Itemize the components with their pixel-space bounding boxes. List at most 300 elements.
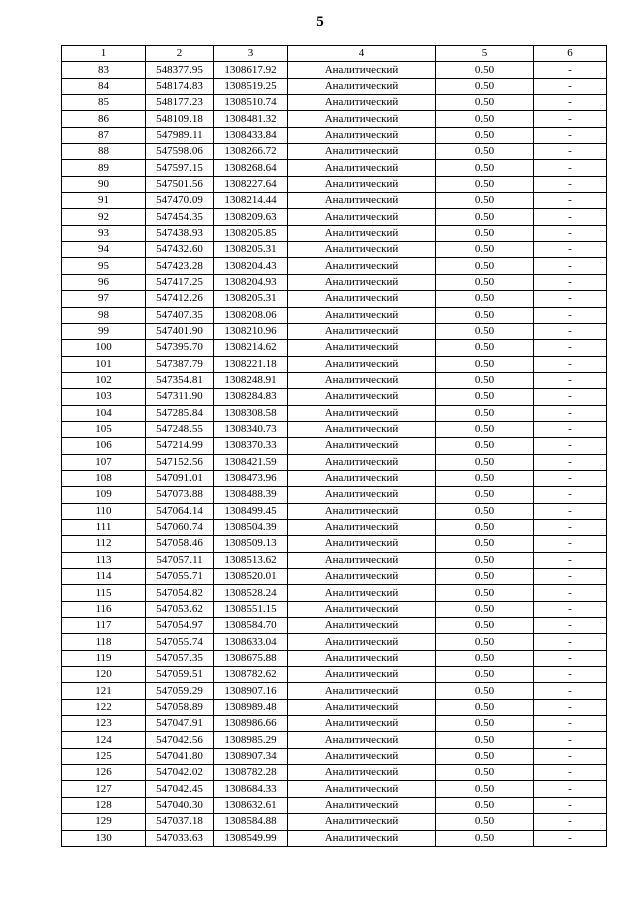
accuracy-cell: 0.50 xyxy=(436,307,534,323)
note-cell: - xyxy=(534,307,607,323)
note-cell: - xyxy=(534,503,607,519)
accuracy-cell: 0.50 xyxy=(436,225,534,241)
accuracy-cell: 0.50 xyxy=(436,569,534,585)
accuracy-cell: 0.50 xyxy=(436,830,534,846)
y-coordinate-cell: 1308214.62 xyxy=(214,340,288,356)
point-number-cell: 120 xyxy=(62,667,146,683)
method-cell: Аналитический xyxy=(288,258,436,274)
table-row xyxy=(62,487,607,503)
point-number-cell: 125 xyxy=(62,748,146,764)
accuracy-cell: 0.50 xyxy=(436,144,534,160)
x-coordinate-cell: 547432.60 xyxy=(146,242,214,258)
method-cell: Аналитический xyxy=(288,62,436,78)
method-cell: Аналитический xyxy=(288,111,436,127)
table-row xyxy=(62,716,607,732)
note-cell: - xyxy=(534,193,607,209)
point-number-cell: 112 xyxy=(62,536,146,552)
x-coordinate-cell: 547423.28 xyxy=(146,258,214,274)
x-coordinate-cell: 548177.23 xyxy=(146,95,214,111)
accuracy-cell: 0.50 xyxy=(436,536,534,552)
x-coordinate-cell: 547412.26 xyxy=(146,291,214,307)
y-coordinate-cell: 1308551.15 xyxy=(214,601,288,617)
note-cell: - xyxy=(534,372,607,388)
method-cell: Аналитический xyxy=(288,503,436,519)
accuracy-cell: 0.50 xyxy=(436,748,534,764)
y-coordinate-cell: 1308782.62 xyxy=(214,667,288,683)
y-coordinate-cell: 1308268.64 xyxy=(214,160,288,176)
point-number-cell: 106 xyxy=(62,438,146,454)
y-coordinate-cell: 1308488.39 xyxy=(214,487,288,503)
x-coordinate-cell: 547073.88 xyxy=(146,487,214,503)
point-number-cell: 114 xyxy=(62,569,146,585)
y-coordinate-cell: 1308907.34 xyxy=(214,748,288,764)
note-cell: - xyxy=(534,552,607,568)
y-coordinate-cell: 1308204.43 xyxy=(214,258,288,274)
point-number-cell: 86 xyxy=(62,111,146,127)
x-coordinate-cell: 547152.56 xyxy=(146,454,214,470)
method-cell: Аналитический xyxy=(288,405,436,421)
y-coordinate-cell: 1308308.58 xyxy=(214,405,288,421)
point-number-cell: 91 xyxy=(62,193,146,209)
note-cell: - xyxy=(534,519,607,535)
note-cell: - xyxy=(534,323,607,339)
column-header-5: 5 xyxy=(436,46,534,62)
accuracy-cell: 0.50 xyxy=(436,470,534,486)
accuracy-cell: 0.50 xyxy=(436,765,534,781)
accuracy-cell: 0.50 xyxy=(436,601,534,617)
accuracy-cell: 0.50 xyxy=(436,618,534,634)
note-cell: - xyxy=(534,242,607,258)
method-cell: Аналитический xyxy=(288,291,436,307)
accuracy-cell: 0.50 xyxy=(436,405,534,421)
y-coordinate-cell: 1308985.29 xyxy=(214,732,288,748)
point-number-cell: 128 xyxy=(62,797,146,813)
method-cell: Аналитический xyxy=(288,536,436,552)
x-coordinate-cell: 547597.15 xyxy=(146,160,214,176)
method-cell: Аналитический xyxy=(288,585,436,601)
table-row xyxy=(62,601,607,617)
table-row xyxy=(62,176,607,192)
y-coordinate-cell: 1308504.39 xyxy=(214,519,288,535)
accuracy-cell: 0.50 xyxy=(436,814,534,830)
point-number-cell: 92 xyxy=(62,209,146,225)
table-row xyxy=(62,699,607,715)
method-cell: Аналитический xyxy=(288,470,436,486)
point-number-cell: 121 xyxy=(62,683,146,699)
note-cell: - xyxy=(534,716,607,732)
method-cell: Аналитический xyxy=(288,699,436,715)
y-coordinate-cell: 1308481.32 xyxy=(214,111,288,127)
method-cell: Аналитический xyxy=(288,372,436,388)
table-row xyxy=(62,781,607,797)
note-cell: - xyxy=(534,291,607,307)
y-coordinate-cell: 1308205.31 xyxy=(214,242,288,258)
y-coordinate-cell: 1308510.74 xyxy=(214,95,288,111)
accuracy-cell: 0.50 xyxy=(436,683,534,699)
note-cell: - xyxy=(534,144,607,160)
column-header-2: 2 xyxy=(146,46,214,62)
x-coordinate-cell: 547053.62 xyxy=(146,601,214,617)
x-coordinate-cell: 547055.74 xyxy=(146,634,214,650)
x-coordinate-cell: 547054.97 xyxy=(146,618,214,634)
x-coordinate-cell: 547354.81 xyxy=(146,372,214,388)
x-coordinate-cell: 547501.56 xyxy=(146,176,214,192)
method-cell: Аналитический xyxy=(288,667,436,683)
table-row xyxy=(62,144,607,160)
point-number-cell: 94 xyxy=(62,242,146,258)
y-coordinate-cell: 1308204.93 xyxy=(214,274,288,290)
point-number-cell: 100 xyxy=(62,340,146,356)
note-cell: - xyxy=(534,340,607,356)
y-coordinate-cell: 1308433.84 xyxy=(214,127,288,143)
table-row xyxy=(62,323,607,339)
y-coordinate-cell: 1308340.73 xyxy=(214,421,288,437)
table-row xyxy=(62,389,607,405)
table-row xyxy=(62,536,607,552)
x-coordinate-cell: 547401.90 xyxy=(146,323,214,339)
table-row xyxy=(62,127,607,143)
note-cell: - xyxy=(534,732,607,748)
method-cell: Аналитический xyxy=(288,127,436,143)
table-row xyxy=(62,552,607,568)
point-number-cell: 129 xyxy=(62,814,146,830)
accuracy-cell: 0.50 xyxy=(436,111,534,127)
y-coordinate-cell: 1308205.31 xyxy=(214,291,288,307)
point-number-cell: 87 xyxy=(62,127,146,143)
accuracy-cell: 0.50 xyxy=(436,160,534,176)
note-cell: - xyxy=(534,176,607,192)
accuracy-cell: 0.50 xyxy=(436,274,534,290)
page-number: 5 xyxy=(316,14,324,30)
point-number-cell: 89 xyxy=(62,160,146,176)
y-coordinate-cell: 1308208.06 xyxy=(214,307,288,323)
note-cell: - xyxy=(534,667,607,683)
point-number-cell: 104 xyxy=(62,405,146,421)
method-cell: Аналитический xyxy=(288,487,436,503)
method-cell: Аналитический xyxy=(288,340,436,356)
coordinates-table xyxy=(61,45,607,847)
accuracy-cell: 0.50 xyxy=(436,732,534,748)
column-header-1: 1 xyxy=(62,46,146,62)
point-number-cell: 105 xyxy=(62,421,146,437)
note-cell: - xyxy=(534,830,607,846)
y-coordinate-cell: 1308907.16 xyxy=(214,683,288,699)
accuracy-cell: 0.50 xyxy=(436,503,534,519)
method-cell: Аналитический xyxy=(288,78,436,94)
accuracy-cell: 0.50 xyxy=(436,634,534,650)
point-number-cell: 90 xyxy=(62,176,146,192)
method-cell: Аналитический xyxy=(288,634,436,650)
y-coordinate-cell: 1308519.25 xyxy=(214,78,288,94)
point-number-cell: 113 xyxy=(62,552,146,568)
point-number-cell: 119 xyxy=(62,650,146,666)
method-cell: Аналитический xyxy=(288,95,436,111)
table-row xyxy=(62,454,607,470)
point-number-cell: 115 xyxy=(62,585,146,601)
point-number-cell: 126 xyxy=(62,765,146,781)
accuracy-cell: 0.50 xyxy=(436,95,534,111)
note-cell: - xyxy=(534,421,607,437)
method-cell: Аналитический xyxy=(288,274,436,290)
table-row xyxy=(62,618,607,634)
point-number-cell: 116 xyxy=(62,601,146,617)
method-cell: Аналитический xyxy=(288,732,436,748)
table-row xyxy=(62,307,607,323)
table-row xyxy=(62,258,607,274)
note-cell: - xyxy=(534,765,607,781)
x-coordinate-cell: 548377.95 xyxy=(146,62,214,78)
y-coordinate-cell: 1308214.44 xyxy=(214,193,288,209)
point-number-cell: 97 xyxy=(62,291,146,307)
y-coordinate-cell: 1308584.70 xyxy=(214,618,288,634)
method-cell: Аналитический xyxy=(288,454,436,470)
x-coordinate-cell: 547454.35 xyxy=(146,209,214,225)
note-cell: - xyxy=(534,781,607,797)
method-cell: Аналитический xyxy=(288,618,436,634)
table-row xyxy=(62,797,607,813)
note-cell: - xyxy=(534,258,607,274)
x-coordinate-cell: 547311.90 xyxy=(146,389,214,405)
x-coordinate-cell: 547060.74 xyxy=(146,519,214,535)
table-row xyxy=(62,519,607,535)
accuracy-cell: 0.50 xyxy=(436,356,534,372)
table-row xyxy=(62,667,607,683)
column-header-3: 3 xyxy=(214,46,288,62)
table-row xyxy=(62,340,607,356)
note-cell: - xyxy=(534,127,607,143)
note-cell: - xyxy=(534,814,607,830)
note-cell: - xyxy=(534,487,607,503)
point-number-cell: 118 xyxy=(62,634,146,650)
note-cell: - xyxy=(534,618,607,634)
table-row xyxy=(62,225,607,241)
table-row xyxy=(62,634,607,650)
note-cell: - xyxy=(534,62,607,78)
x-coordinate-cell: 547058.46 xyxy=(146,536,214,552)
x-coordinate-cell: 547470.09 xyxy=(146,193,214,209)
table-row xyxy=(62,95,607,111)
point-number-cell: 123 xyxy=(62,716,146,732)
point-number-cell: 122 xyxy=(62,699,146,715)
y-coordinate-cell: 1308210.96 xyxy=(214,323,288,339)
table-row xyxy=(62,732,607,748)
x-coordinate-cell: 547040.30 xyxy=(146,797,214,813)
method-cell: Аналитический xyxy=(288,176,436,192)
method-cell: Аналитический xyxy=(288,650,436,666)
point-number-cell: 124 xyxy=(62,732,146,748)
note-cell: - xyxy=(534,160,607,176)
y-coordinate-cell: 1308584.88 xyxy=(214,814,288,830)
method-cell: Аналитический xyxy=(288,242,436,258)
table-row xyxy=(62,765,607,781)
point-number-cell: 95 xyxy=(62,258,146,274)
x-coordinate-cell: 547059.51 xyxy=(146,667,214,683)
accuracy-cell: 0.50 xyxy=(436,291,534,307)
point-number-cell: 102 xyxy=(62,372,146,388)
column-header-6: 6 xyxy=(534,46,607,62)
table-body xyxy=(62,62,607,847)
y-coordinate-cell: 1308209.63 xyxy=(214,209,288,225)
y-coordinate-cell: 1308989.48 xyxy=(214,699,288,715)
x-coordinate-cell: 547387.79 xyxy=(146,356,214,372)
note-cell: - xyxy=(534,470,607,486)
x-coordinate-cell: 547064.14 xyxy=(146,503,214,519)
x-coordinate-cell: 547598.06 xyxy=(146,144,214,160)
accuracy-cell: 0.50 xyxy=(436,242,534,258)
table-row xyxy=(62,78,607,94)
x-coordinate-cell: 547042.56 xyxy=(146,732,214,748)
point-number-cell: 88 xyxy=(62,144,146,160)
table-row xyxy=(62,291,607,307)
method-cell: Аналитический xyxy=(288,830,436,846)
point-number-cell: 127 xyxy=(62,781,146,797)
x-coordinate-cell: 547041.80 xyxy=(146,748,214,764)
method-cell: Аналитический xyxy=(288,683,436,699)
accuracy-cell: 0.50 xyxy=(436,340,534,356)
x-coordinate-cell: 547248.55 xyxy=(146,421,214,437)
x-coordinate-cell: 547989.11 xyxy=(146,127,214,143)
x-coordinate-cell: 547042.02 xyxy=(146,765,214,781)
method-cell: Аналитический xyxy=(288,765,436,781)
x-coordinate-cell: 547057.11 xyxy=(146,552,214,568)
x-coordinate-cell: 547055.71 xyxy=(146,569,214,585)
accuracy-cell: 0.50 xyxy=(436,552,534,568)
y-coordinate-cell: 1308370.33 xyxy=(214,438,288,454)
y-coordinate-cell: 1308509.13 xyxy=(214,536,288,552)
note-cell: - xyxy=(534,585,607,601)
x-coordinate-cell: 547047.91 xyxy=(146,716,214,732)
point-number-cell: 99 xyxy=(62,323,146,339)
point-number-cell: 108 xyxy=(62,470,146,486)
method-cell: Аналитический xyxy=(288,421,436,437)
y-coordinate-cell: 1308227.64 xyxy=(214,176,288,192)
accuracy-cell: 0.50 xyxy=(436,699,534,715)
table-row xyxy=(62,421,607,437)
note-cell: - xyxy=(534,209,607,225)
table-row xyxy=(62,683,607,699)
table-row xyxy=(62,650,607,666)
note-cell: - xyxy=(534,634,607,650)
table-row xyxy=(62,242,607,258)
method-cell: Аналитический xyxy=(288,519,436,535)
table-row xyxy=(62,356,607,372)
point-number-cell: 110 xyxy=(62,503,146,519)
note-cell: - xyxy=(534,650,607,666)
accuracy-cell: 0.50 xyxy=(436,650,534,666)
table-row xyxy=(62,274,607,290)
note-cell: - xyxy=(534,699,607,715)
point-number-cell: 93 xyxy=(62,225,146,241)
table-row xyxy=(62,372,607,388)
accuracy-cell: 0.50 xyxy=(436,372,534,388)
x-coordinate-cell: 547033.63 xyxy=(146,830,214,846)
note-cell: - xyxy=(534,748,607,764)
table-row xyxy=(62,405,607,421)
x-coordinate-cell: 547091.01 xyxy=(146,470,214,486)
point-number-cell: 130 xyxy=(62,830,146,846)
x-coordinate-cell: 547417.25 xyxy=(146,274,214,290)
x-coordinate-cell: 547042.45 xyxy=(146,781,214,797)
y-coordinate-cell: 1308421.59 xyxy=(214,454,288,470)
y-coordinate-cell: 1308266.72 xyxy=(214,144,288,160)
point-number-cell: 103 xyxy=(62,389,146,405)
point-number-cell: 98 xyxy=(62,307,146,323)
point-number-cell: 83 xyxy=(62,62,146,78)
y-coordinate-cell: 1308284.83 xyxy=(214,389,288,405)
note-cell: - xyxy=(534,225,607,241)
accuracy-cell: 0.50 xyxy=(436,78,534,94)
y-coordinate-cell: 1308528.24 xyxy=(214,585,288,601)
method-cell: Аналитический xyxy=(288,748,436,764)
accuracy-cell: 0.50 xyxy=(436,781,534,797)
accuracy-cell: 0.50 xyxy=(436,438,534,454)
point-number-cell: 117 xyxy=(62,618,146,634)
method-cell: Аналитический xyxy=(288,552,436,568)
note-cell: - xyxy=(534,683,607,699)
method-cell: Аналитический xyxy=(288,781,436,797)
method-cell: Аналитический xyxy=(288,209,436,225)
note-cell: - xyxy=(534,111,607,127)
y-coordinate-cell: 1308221.18 xyxy=(214,356,288,372)
method-cell: Аналитический xyxy=(288,323,436,339)
table-row xyxy=(62,503,607,519)
note-cell: - xyxy=(534,569,607,585)
accuracy-cell: 0.50 xyxy=(436,323,534,339)
note-cell: - xyxy=(534,95,607,111)
method-cell: Аналитический xyxy=(288,601,436,617)
y-coordinate-cell: 1308248.91 xyxy=(214,372,288,388)
table-row xyxy=(62,814,607,830)
table-row xyxy=(62,111,607,127)
method-cell: Аналитический xyxy=(288,144,436,160)
y-coordinate-cell: 1308617.92 xyxy=(214,62,288,78)
x-coordinate-cell: 547059.29 xyxy=(146,683,214,699)
x-coordinate-cell: 547395.70 xyxy=(146,340,214,356)
table-row xyxy=(62,830,607,846)
point-number-cell: 84 xyxy=(62,78,146,94)
method-cell: Аналитический xyxy=(288,307,436,323)
point-number-cell: 96 xyxy=(62,274,146,290)
note-cell: - xyxy=(534,797,607,813)
accuracy-cell: 0.50 xyxy=(436,389,534,405)
accuracy-cell: 0.50 xyxy=(436,193,534,209)
y-coordinate-cell: 1308205.85 xyxy=(214,225,288,241)
note-cell: - xyxy=(534,601,607,617)
method-cell: Аналитический xyxy=(288,716,436,732)
point-number-cell: 85 xyxy=(62,95,146,111)
y-coordinate-cell: 1308513.62 xyxy=(214,552,288,568)
y-coordinate-cell: 1308986.66 xyxy=(214,716,288,732)
x-coordinate-cell: 547285.84 xyxy=(146,405,214,421)
method-cell: Аналитический xyxy=(288,438,436,454)
y-coordinate-cell: 1308473.96 xyxy=(214,470,288,486)
accuracy-cell: 0.50 xyxy=(436,258,534,274)
note-cell: - xyxy=(534,438,607,454)
table-row xyxy=(62,62,607,78)
method-cell: Аналитический xyxy=(288,569,436,585)
accuracy-cell: 0.50 xyxy=(436,62,534,78)
accuracy-cell: 0.50 xyxy=(436,667,534,683)
x-coordinate-cell: 547037.18 xyxy=(146,814,214,830)
note-cell: - xyxy=(534,536,607,552)
note-cell: - xyxy=(534,454,607,470)
note-cell: - xyxy=(534,356,607,372)
method-cell: Аналитический xyxy=(288,356,436,372)
point-number-cell: 111 xyxy=(62,519,146,535)
table-row xyxy=(62,470,607,486)
y-coordinate-cell: 1308549.99 xyxy=(214,830,288,846)
accuracy-cell: 0.50 xyxy=(436,176,534,192)
